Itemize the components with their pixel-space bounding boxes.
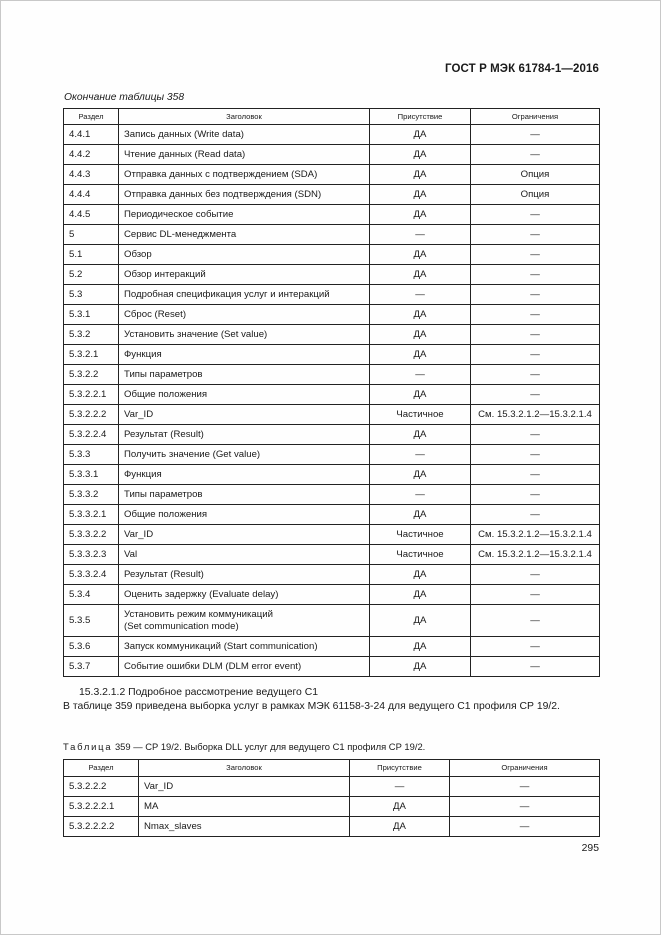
constraint-cell-text: — <box>530 568 540 580</box>
table1-caption: Окончание таблицы 358 <box>64 92 185 103</box>
table-row <box>64 817 600 837</box>
section-cell-text: 5.3.5 <box>69 614 91 626</box>
table-row <box>64 585 600 605</box>
section-cell-text: 5.3.7 <box>69 660 91 672</box>
table-row <box>64 325 600 345</box>
constraint-cell-text: — <box>530 468 540 480</box>
section-cell <box>64 405 119 425</box>
presence-cell-text: ДА <box>413 148 427 160</box>
table-row <box>64 205 600 225</box>
presence-cell <box>370 445 471 465</box>
constraint-cell <box>471 585 600 605</box>
presence-cell <box>350 797 450 817</box>
presence-cell-text: ДА <box>413 348 427 360</box>
presence-cell-text: ДА <box>413 248 427 260</box>
constraint-cell-text: — <box>530 368 540 380</box>
section-cell-text: 4.4.4 <box>69 188 91 200</box>
section-cell-text: 5.3.1 <box>69 308 91 320</box>
title-cell <box>119 185 370 205</box>
presence-cell-text: ДА <box>413 188 427 200</box>
presence-cell-text: ДА <box>413 328 427 340</box>
section-cell-text: 5.3.2.2.2.2 <box>69 820 115 832</box>
section-cell-text: 4.4.5 <box>69 208 91 220</box>
presence-cell-text: ДА <box>413 568 427 580</box>
table-row <box>64 657 600 677</box>
section-cell <box>64 657 119 677</box>
title-cell <box>119 325 370 345</box>
table-row <box>64 445 600 465</box>
table-row <box>64 185 600 205</box>
presence-cell-text: ДА <box>413 588 427 600</box>
presence-cell-text: — <box>415 368 425 380</box>
presence-cell <box>370 585 471 605</box>
constraint-cell-text: — <box>530 128 540 140</box>
constraint-cell <box>471 425 600 445</box>
table2-caption <box>63 741 425 752</box>
constraint-cell-text: — <box>530 328 540 340</box>
title-cell <box>119 145 370 165</box>
table-row <box>64 385 600 405</box>
title-cell-text: Запись данных (Write data) <box>124 128 244 140</box>
table-row <box>64 125 600 145</box>
constraint-cell <box>471 225 600 245</box>
section-cell-text: 5.3.3.2.1 <box>69 508 107 520</box>
presence-cell-text: ДА <box>413 128 427 140</box>
section-cell <box>64 817 139 837</box>
table2-caption-text: 359 — СР 19/2. Выборка DLL услуг для ведущего С1 профиля СР 19/2. <box>112 741 426 752</box>
title-cell-text: Результат (Result) <box>124 568 204 580</box>
title-cell <box>119 637 370 657</box>
table-row <box>64 365 600 385</box>
title-cell <box>119 445 370 465</box>
section-cell <box>64 545 119 565</box>
constraint-cell <box>471 465 600 485</box>
title-cell <box>139 777 350 797</box>
table-row <box>64 405 600 425</box>
constraint-cell-text: — <box>530 268 540 280</box>
presence-cell <box>370 185 471 205</box>
constraint-cell-text: Опция <box>520 168 550 180</box>
section-cell-text: 5.3.3.2.3 <box>69 548 107 560</box>
presence-cell <box>370 605 471 637</box>
title-cell <box>119 525 370 545</box>
presence-cell <box>370 505 471 525</box>
constraint-cell-text: — <box>530 348 540 360</box>
table-row <box>64 525 600 545</box>
section-cell-text: 5.3.4 <box>69 588 91 600</box>
presence-cell-text: ДА <box>413 614 427 626</box>
table-row <box>64 225 600 245</box>
title-cell-text: Периодическое событие <box>124 208 234 220</box>
presence-cell-text: ДА <box>413 640 427 652</box>
constraint-cell-text: — <box>519 800 530 812</box>
presence-cell <box>370 365 471 385</box>
section-cell-text: 5.3.3.1 <box>69 468 99 480</box>
section-cell-text: 5.3.3.2 <box>69 488 99 500</box>
title-cell-text-line2: (Set communication mode) <box>124 620 239 632</box>
section-paragraph: В таблице 359 приведена выборка услуг в рамках МЭК 61158-3-24 для ведущего С1 профиля СР 19/2. <box>63 701 560 712</box>
section-cell <box>64 245 119 265</box>
presence-cell <box>350 777 450 797</box>
presence-cell-text: ДА <box>413 660 427 672</box>
presence-cell <box>370 525 471 545</box>
title-cell-text: Чтение данных (Read data) <box>124 148 246 160</box>
title-cell-text: Функция <box>124 348 162 360</box>
section-cell <box>64 345 119 365</box>
constraint-cell <box>471 637 600 657</box>
column-header-title: Заголовок <box>139 760 350 777</box>
presence-cell-text: — <box>415 488 425 500</box>
title-cell <box>119 605 370 637</box>
title-cell-text: MA <box>144 800 159 812</box>
constraint-cell-text: — <box>530 508 540 520</box>
table-header-row <box>64 109 600 125</box>
presence-cell <box>370 465 471 485</box>
presence-cell <box>370 125 471 145</box>
title-cell-text: Получить значение (Get value) <box>124 448 261 460</box>
constraint-cell <box>471 205 600 225</box>
table-row <box>64 285 600 305</box>
presence-cell <box>370 385 471 405</box>
table-row <box>64 545 600 565</box>
section-cell <box>64 365 119 385</box>
presence-cell-text: ДА <box>413 508 427 520</box>
section-cell-text: 5.3.2.1 <box>69 348 99 360</box>
constraint-cell <box>471 345 600 365</box>
section-cell <box>64 797 139 817</box>
title-cell <box>119 465 370 485</box>
presence-cell <box>370 545 471 565</box>
section-cell <box>64 525 119 545</box>
table-row <box>64 465 600 485</box>
constraint-cell-text: — <box>530 208 540 220</box>
presence-cell <box>370 405 471 425</box>
constraint-cell-text: — <box>519 820 530 832</box>
section-cell <box>64 425 119 445</box>
table-row <box>64 165 600 185</box>
title-cell-text: Оценить задержку (Evaluate delay) <box>124 588 279 600</box>
constraint-cell-text: — <box>530 614 540 626</box>
constraint-cell <box>471 405 600 425</box>
constraint-cell <box>471 325 600 345</box>
section-cell <box>64 637 119 657</box>
title-cell-text: Обзор <box>124 248 152 260</box>
presence-cell-text: ДА <box>413 308 427 320</box>
table-row <box>64 565 600 585</box>
title-cell-text: Отправка данных с подтверждением (SDA) <box>124 168 318 180</box>
presence-cell <box>370 425 471 445</box>
constraint-cell-text: — <box>530 428 540 440</box>
section-cell-text: 5.3.3.2.2 <box>69 528 107 540</box>
constraint-cell <box>471 165 600 185</box>
presence-cell <box>370 225 471 245</box>
section-cell <box>64 777 139 797</box>
section-cell-text: 5.3.2.2.4 <box>69 428 107 440</box>
table-row <box>64 265 600 285</box>
title-cell-text: Типы параметров <box>124 488 203 500</box>
section-cell <box>64 305 119 325</box>
section-cell <box>64 325 119 345</box>
presence-cell <box>370 245 471 265</box>
presence-cell <box>370 565 471 585</box>
title-cell <box>119 657 370 677</box>
presence-cell <box>370 145 471 165</box>
presence-cell-text: ДА <box>413 388 427 400</box>
table-row <box>64 505 600 525</box>
title-cell <box>119 405 370 425</box>
table-row <box>64 345 600 365</box>
title-cell-text: Типы параметров <box>124 368 203 380</box>
column-header-presence: Присутствие <box>350 760 450 777</box>
constraint-cell-text: — <box>530 448 540 460</box>
presence-cell <box>370 637 471 657</box>
title-cell-text: Сервис DL-менеджмента <box>124 228 237 240</box>
table-row <box>64 305 600 325</box>
section-cell <box>64 385 119 405</box>
constraint-cell-text: См. 15.3.2.1.2—15.3.2.1.4 <box>478 548 592 560</box>
constraint-cell <box>471 545 600 565</box>
constraint-cell <box>450 817 600 837</box>
title-cell <box>119 305 370 325</box>
title-cell <box>119 565 370 585</box>
constraint-cell <box>471 185 600 205</box>
constraint-cell <box>471 145 600 165</box>
title-cell-text: Результат (Result) <box>124 428 204 440</box>
section-cell-text: 5.3.2.2.2.1 <box>69 800 115 812</box>
table-row <box>64 425 600 445</box>
presence-cell-text: ДА <box>413 208 427 220</box>
title-cell-text: Общие положения <box>124 388 208 400</box>
section-cell-text: 5 <box>69 228 75 240</box>
presence-cell <box>370 325 471 345</box>
title-cell <box>139 817 350 837</box>
constraint-cell-text: — <box>530 148 540 160</box>
column-header-section: Раздел <box>64 760 139 777</box>
presence-cell <box>370 205 471 225</box>
presence-cell-text: — <box>415 448 425 460</box>
title-cell-text: Сброс (Reset) <box>124 308 187 320</box>
section-cell <box>64 145 119 165</box>
table-359 <box>63 759 600 837</box>
section-cell <box>64 205 119 225</box>
title-cell-text: Установить режим коммуникаций <box>124 608 273 620</box>
section-cell <box>64 225 119 245</box>
presence-cell <box>370 305 471 325</box>
presence-cell-text: — <box>394 780 405 792</box>
constraint-cell <box>471 445 600 465</box>
constraint-cell <box>471 125 600 145</box>
title-cell-text: Var_ID <box>124 408 154 420</box>
section-cell-text: 5.3.2.2 <box>69 368 99 380</box>
section-cell-text: 5.3.2 <box>69 328 91 340</box>
constraint-cell-text: См. 15.3.2.1.2—15.3.2.1.4 <box>478 528 592 540</box>
section-cell-text: 5.3.3.2.4 <box>69 568 107 580</box>
constraint-cell-text: — <box>530 640 540 652</box>
presence-cell <box>370 345 471 365</box>
section-cell-text: 5.1 <box>69 248 83 260</box>
constraint-cell <box>471 605 600 637</box>
section-cell-text: 5.3.2.2.2 <box>69 780 107 792</box>
constraint-cell <box>471 245 600 265</box>
constraint-cell-text: См. 15.3.2.1.2—15.3.2.1.4 <box>478 408 592 420</box>
section-cell <box>64 465 119 485</box>
constraint-cell-text: — <box>530 308 540 320</box>
title-cell <box>119 125 370 145</box>
presence-cell-text: Частичное <box>396 408 444 420</box>
title-cell-text: Nmax_slaves <box>144 820 202 832</box>
presence-cell-text: Частичное <box>396 528 444 540</box>
column-header-constraints: Ограничения <box>450 760 600 777</box>
presence-cell-text: — <box>415 228 425 240</box>
presence-cell <box>350 817 450 837</box>
section-cell <box>64 585 119 605</box>
constraint-cell <box>471 385 600 405</box>
section-cell-text: 4.4.2 <box>69 148 91 160</box>
section-cell <box>64 565 119 585</box>
presence-cell <box>370 485 471 505</box>
constraint-cell <box>471 485 600 505</box>
presence-cell-text: ДА <box>393 800 406 812</box>
title-cell-text: Общие положения <box>124 508 208 520</box>
presence-cell-text: ДА <box>413 168 427 180</box>
presence-cell <box>370 165 471 185</box>
presence-cell <box>370 657 471 677</box>
document-header: ГОСТ Р МЭК 61784-1—2016 <box>445 63 599 75</box>
title-cell-text: Событие ошибки DLM (DLM error event) <box>124 660 302 672</box>
section-cell-text: 4.4.1 <box>69 128 91 140</box>
column-header-title: Заголовок <box>119 109 370 125</box>
title-cell <box>119 165 370 185</box>
section-cell-text: 5.3.2.2.1 <box>69 388 107 400</box>
title-cell <box>119 485 370 505</box>
presence-cell <box>370 285 471 305</box>
section-cell <box>64 445 119 465</box>
title-cell <box>119 265 370 285</box>
section-cell <box>64 125 119 145</box>
constraint-cell-text: — <box>530 228 540 240</box>
title-cell-text: Val <box>124 548 138 560</box>
constraint-cell <box>471 565 600 585</box>
constraint-cell-text: Опция <box>520 188 550 200</box>
title-cell <box>119 425 370 445</box>
title-cell-text: Var_ID <box>124 528 154 540</box>
title-cell-text: Функция <box>124 468 162 480</box>
table-header-row <box>64 760 600 777</box>
presence-cell-text: — <box>415 288 425 300</box>
presence-cell-text: ДА <box>393 820 406 832</box>
title-cell-text: Установить значение (Set value) <box>124 328 268 340</box>
section-cell <box>64 485 119 505</box>
table-row <box>64 145 600 165</box>
presence-cell-text: Частичное <box>396 548 444 560</box>
column-header-presence: Присутствие <box>370 109 471 125</box>
title-cell <box>119 205 370 225</box>
constraint-cell <box>471 285 600 305</box>
title-cell-text: Подробная спецификация услуг и интеракций <box>124 288 330 300</box>
table-row <box>64 485 600 505</box>
title-cell <box>139 797 350 817</box>
section-cell-text: 5.3.3 <box>69 448 91 460</box>
presence-cell-text: ДА <box>413 268 427 280</box>
constraint-cell-text: — <box>519 780 530 792</box>
constraint-cell <box>471 265 600 285</box>
section-cell <box>64 605 119 637</box>
title-cell-text: Отправка данных без подтверждения (SDN) <box>124 188 322 200</box>
constraint-cell <box>471 365 600 385</box>
constraint-cell <box>471 505 600 525</box>
section-cell-text: 4.4.3 <box>69 168 91 180</box>
presence-cell-text: ДА <box>413 428 427 440</box>
table-row <box>64 245 600 265</box>
column-header-constraints: Ограничения <box>471 109 600 125</box>
title-cell <box>119 545 370 565</box>
presence-cell-text: ДА <box>413 468 427 480</box>
title-cell <box>119 505 370 525</box>
section-cell <box>64 185 119 205</box>
section-cell <box>64 285 119 305</box>
title-cell <box>119 225 370 245</box>
section-heading: 15.3.2.1.2 Подробное рассмотрение ведущего С1 <box>79 687 318 698</box>
constraint-cell <box>450 797 600 817</box>
constraint-cell-text: — <box>530 288 540 300</box>
title-cell <box>119 245 370 265</box>
title-cell <box>119 345 370 365</box>
title-cell-text: Обзор интеракций <box>124 268 206 280</box>
table-row <box>64 605 600 637</box>
table-row <box>64 637 600 657</box>
title-cell <box>119 285 370 305</box>
section-cell <box>64 505 119 525</box>
section-cell-text: 5.3.2.2.2 <box>69 408 107 420</box>
page-number: 295 <box>581 843 599 854</box>
table-row <box>64 797 600 817</box>
column-header-section: Раздел <box>64 109 119 125</box>
constraint-cell-text: — <box>530 388 540 400</box>
constraint-cell <box>450 777 600 797</box>
section-cell-text: 5.3.6 <box>69 640 91 652</box>
table2-caption-prefix: Таблица <box>63 741 113 752</box>
table-358 <box>63 108 600 677</box>
section-cell <box>64 265 119 285</box>
section-cell-text: 5.2 <box>69 268 83 280</box>
constraint-cell <box>471 525 600 545</box>
title-cell <box>119 385 370 405</box>
constraint-cell-text: — <box>530 660 540 672</box>
section-cell-text: 5.3 <box>69 288 83 300</box>
title-cell <box>119 585 370 605</box>
constraint-cell <box>471 305 600 325</box>
constraint-cell-text: — <box>530 488 540 500</box>
constraint-cell-text: — <box>530 588 540 600</box>
title-cell-text: Запуск коммуникаций (Start communication) <box>124 640 318 652</box>
title-cell <box>119 365 370 385</box>
title-cell-text: Var_ID <box>144 780 174 792</box>
constraint-cell-text: — <box>530 248 540 260</box>
constraint-cell <box>471 657 600 677</box>
section-cell <box>64 165 119 185</box>
presence-cell <box>370 265 471 285</box>
table-row <box>64 777 600 797</box>
